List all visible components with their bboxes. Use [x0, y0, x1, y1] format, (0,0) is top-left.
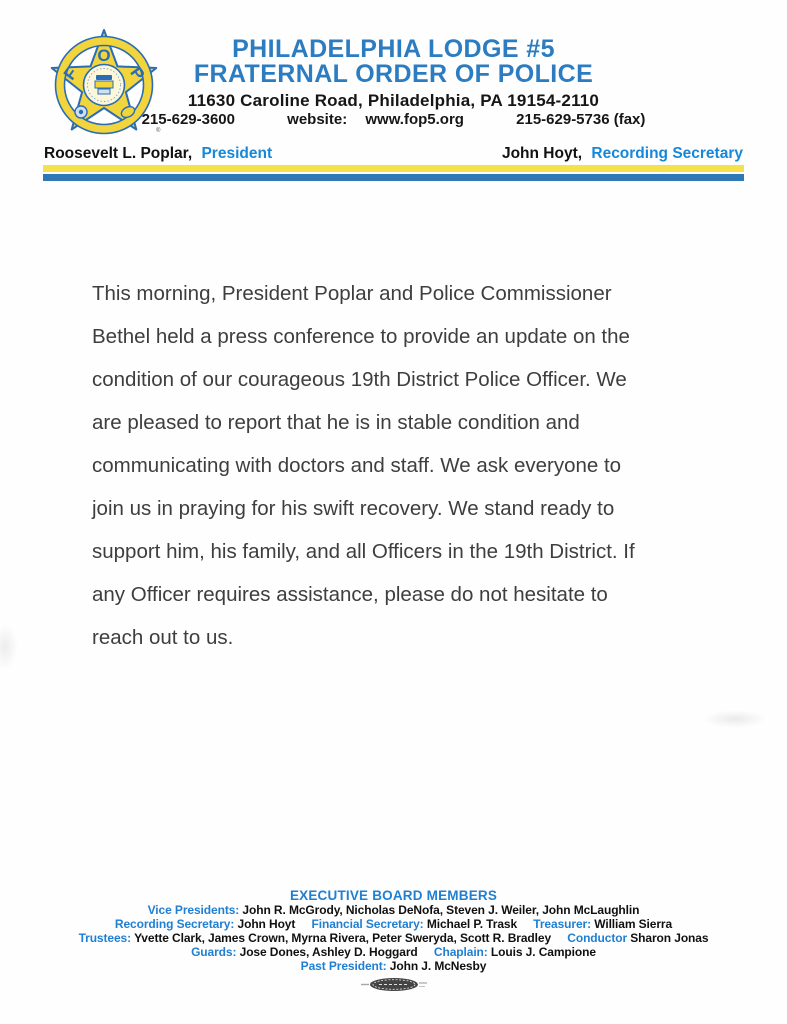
footer-row — [0, 904, 787, 918]
body-line: condition of our courageous 19th District Police Officer. We — [92, 368, 627, 391]
footer-role-label: Financial Secretary: — [311, 916, 424, 931]
footer-member-names: Jose Dones, Ashley D. Hoggard — [239, 944, 418, 959]
footer-member-names: Sharon Jonas — [630, 930, 709, 945]
letterhead — [0, 0, 787, 181]
letter-body-text — [92, 272, 732, 659]
footer-row — [0, 918, 787, 932]
footer-role-label: Treasurer: — [533, 916, 591, 931]
org-name-line2: FRATERNAL ORDER OF POLICE — [193, 60, 594, 88]
phone-number: 215-629-3600 — [141, 111, 235, 128]
footer-role-label: Vice Presidents: — [147, 902, 240, 917]
footer-member-names: Yvette Clark, James Crown, Myrna Rivera, Peter Sweryda, Scott R. Bradley — [134, 930, 552, 945]
website-url: www.fop5.org — [365, 111, 464, 128]
executive-board-title: EXECUTIVE BOARD MEMBERS — [289, 888, 498, 903]
body-line: communicating with doctors and staff. We ask everyone to — [92, 454, 622, 477]
recording-secretary-title: Recording Secretary — [591, 145, 743, 162]
scan-artifact — [703, 710, 767, 728]
footer-member-names: Louis J. Campione — [490, 944, 596, 959]
logo-letter-f: F — [59, 63, 82, 84]
org-address: 11630 Caroline Road, Philadelphia, PA 19154-2110 — [187, 91, 600, 110]
fax-number: 215-629-5736 (fax) — [516, 111, 646, 128]
footer-role-label: Past President: — [300, 958, 387, 973]
footer-row — [0, 946, 787, 960]
body-line: Bethel held a press conference to provide an update on the — [92, 325, 630, 348]
footer-row — [0, 932, 787, 946]
body-line: are pleased to report that he is in stable condition and — [92, 411, 580, 434]
scan-artifact — [0, 624, 18, 670]
logo-letter-p: P — [126, 63, 149, 84]
logo-letter-o: O — [97, 46, 111, 65]
body-line: reach out to us. — [92, 626, 234, 649]
president-name: Roosevelt L. Poplar, — [44, 145, 193, 162]
fop-logo-icon — [44, 27, 164, 145]
website-label: website: — [287, 111, 348, 128]
footer-member-names: John R. McGrody, Nicholas DeNofa, Steven J. Weiler, John McLaughlin — [242, 902, 640, 917]
footer-role-label: Chaplain: — [433, 944, 488, 959]
footer-member-names: John Hoyt — [237, 916, 296, 931]
union-bug-icon — [359, 977, 429, 992]
footer-role-label: Guards: — [191, 944, 237, 959]
divider-blue-bar — [43, 174, 744, 181]
officers-line — [0, 145, 787, 163]
footer-member-names: Michael P. Trask — [426, 916, 518, 931]
footer-role-label: Recording Secretary: — [114, 916, 235, 931]
footer-role-label: Trustees: — [78, 930, 132, 945]
executive-board-footer — [0, 889, 787, 997]
recording-secretary-name: John Hoyt, — [501, 145, 583, 162]
body-line: This morning, President Poplar and Police Commissioner — [92, 282, 612, 305]
divider-yellow-bar — [43, 165, 744, 172]
body-line: any Officer requires assistance, please do not hesitate to — [92, 583, 608, 606]
recording-secretary-entry — [502, 145, 743, 163]
footer-member-names: John J. McNesby — [389, 958, 487, 973]
body-line: join us in praying for his swift recovery. We stand ready to — [92, 497, 615, 520]
footer-rows — [0, 904, 787, 974]
logo-registered-mark: ® — [156, 128, 161, 134]
org-name-line1: PHILADELPHIA LODGE #5 — [232, 35, 555, 63]
body-line: support him, his family, and all Officers in the 19th District. If — [92, 540, 635, 563]
president-title: President — [201, 145, 273, 162]
footer-role-label: Conductor — [567, 930, 628, 945]
footer-member-names: William Sierra — [594, 916, 673, 931]
footer-row — [0, 960, 787, 974]
president-entry — [44, 145, 272, 163]
